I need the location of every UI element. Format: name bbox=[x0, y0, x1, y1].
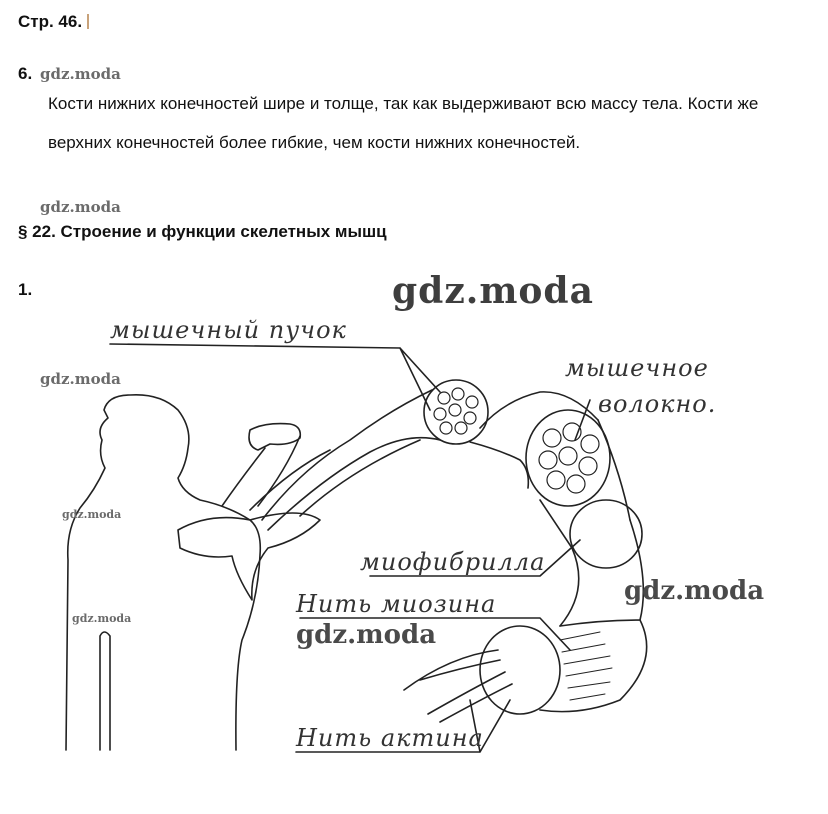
watermark: gdz.moda bbox=[296, 620, 437, 650]
sarcomere-striations bbox=[560, 632, 612, 700]
section-title: § 22. Строение и функции скелетных мышц bbox=[18, 222, 387, 241]
human-silhouette bbox=[66, 395, 260, 750]
watermark: gdz.moda bbox=[40, 198, 121, 216]
muscle-fibers bbox=[250, 390, 440, 530]
muscle-bundle-section bbox=[424, 380, 488, 444]
bundle-fibers bbox=[434, 388, 478, 434]
sarcomere-section bbox=[480, 626, 560, 714]
task-6-answer: Кости нижних конечностей шире и толще, так как выдерживают всю массу тела. Кости же верхних конечностей более гибкие, чем кости нижних конечностей. bbox=[48, 94, 759, 152]
watermark: gdz.moda bbox=[624, 576, 765, 606]
raised-hand bbox=[249, 424, 300, 450]
forearm bbox=[222, 436, 300, 506]
watermark: gdz.moda bbox=[72, 612, 132, 625]
task-6-number: 6. bbox=[18, 64, 33, 83]
filaments bbox=[404, 650, 512, 722]
watermark: gdz.moda bbox=[40, 65, 121, 83]
arm-crease bbox=[100, 632, 110, 750]
page-number: Стр. 46. bbox=[18, 12, 83, 31]
task-1-number: 1. bbox=[18, 280, 33, 299]
watermark: gdz.moda bbox=[40, 370, 121, 388]
watermark: gdz.moda bbox=[392, 270, 594, 312]
myofibril-body bbox=[560, 520, 643, 626]
myofibril-section bbox=[570, 500, 642, 568]
watermark: gdz.moda bbox=[62, 508, 122, 521]
label-myosin-filament: Нить миозина bbox=[296, 590, 497, 618]
label-muscle-fiber-2: волокно. bbox=[598, 390, 717, 418]
shoulder-muscle bbox=[178, 513, 320, 600]
label-muscle-bundle: мышечный пучок bbox=[110, 316, 347, 344]
label-myofibril: миофибрилла bbox=[360, 548, 546, 576]
label-muscle-fiber-1: мышечное bbox=[565, 354, 709, 382]
pointer-bundle bbox=[110, 344, 440, 410]
fiber-myofibrils bbox=[539, 423, 599, 493]
label-actin-filament: Нить актина bbox=[296, 724, 484, 752]
bundle-to-fiber bbox=[470, 392, 598, 488]
